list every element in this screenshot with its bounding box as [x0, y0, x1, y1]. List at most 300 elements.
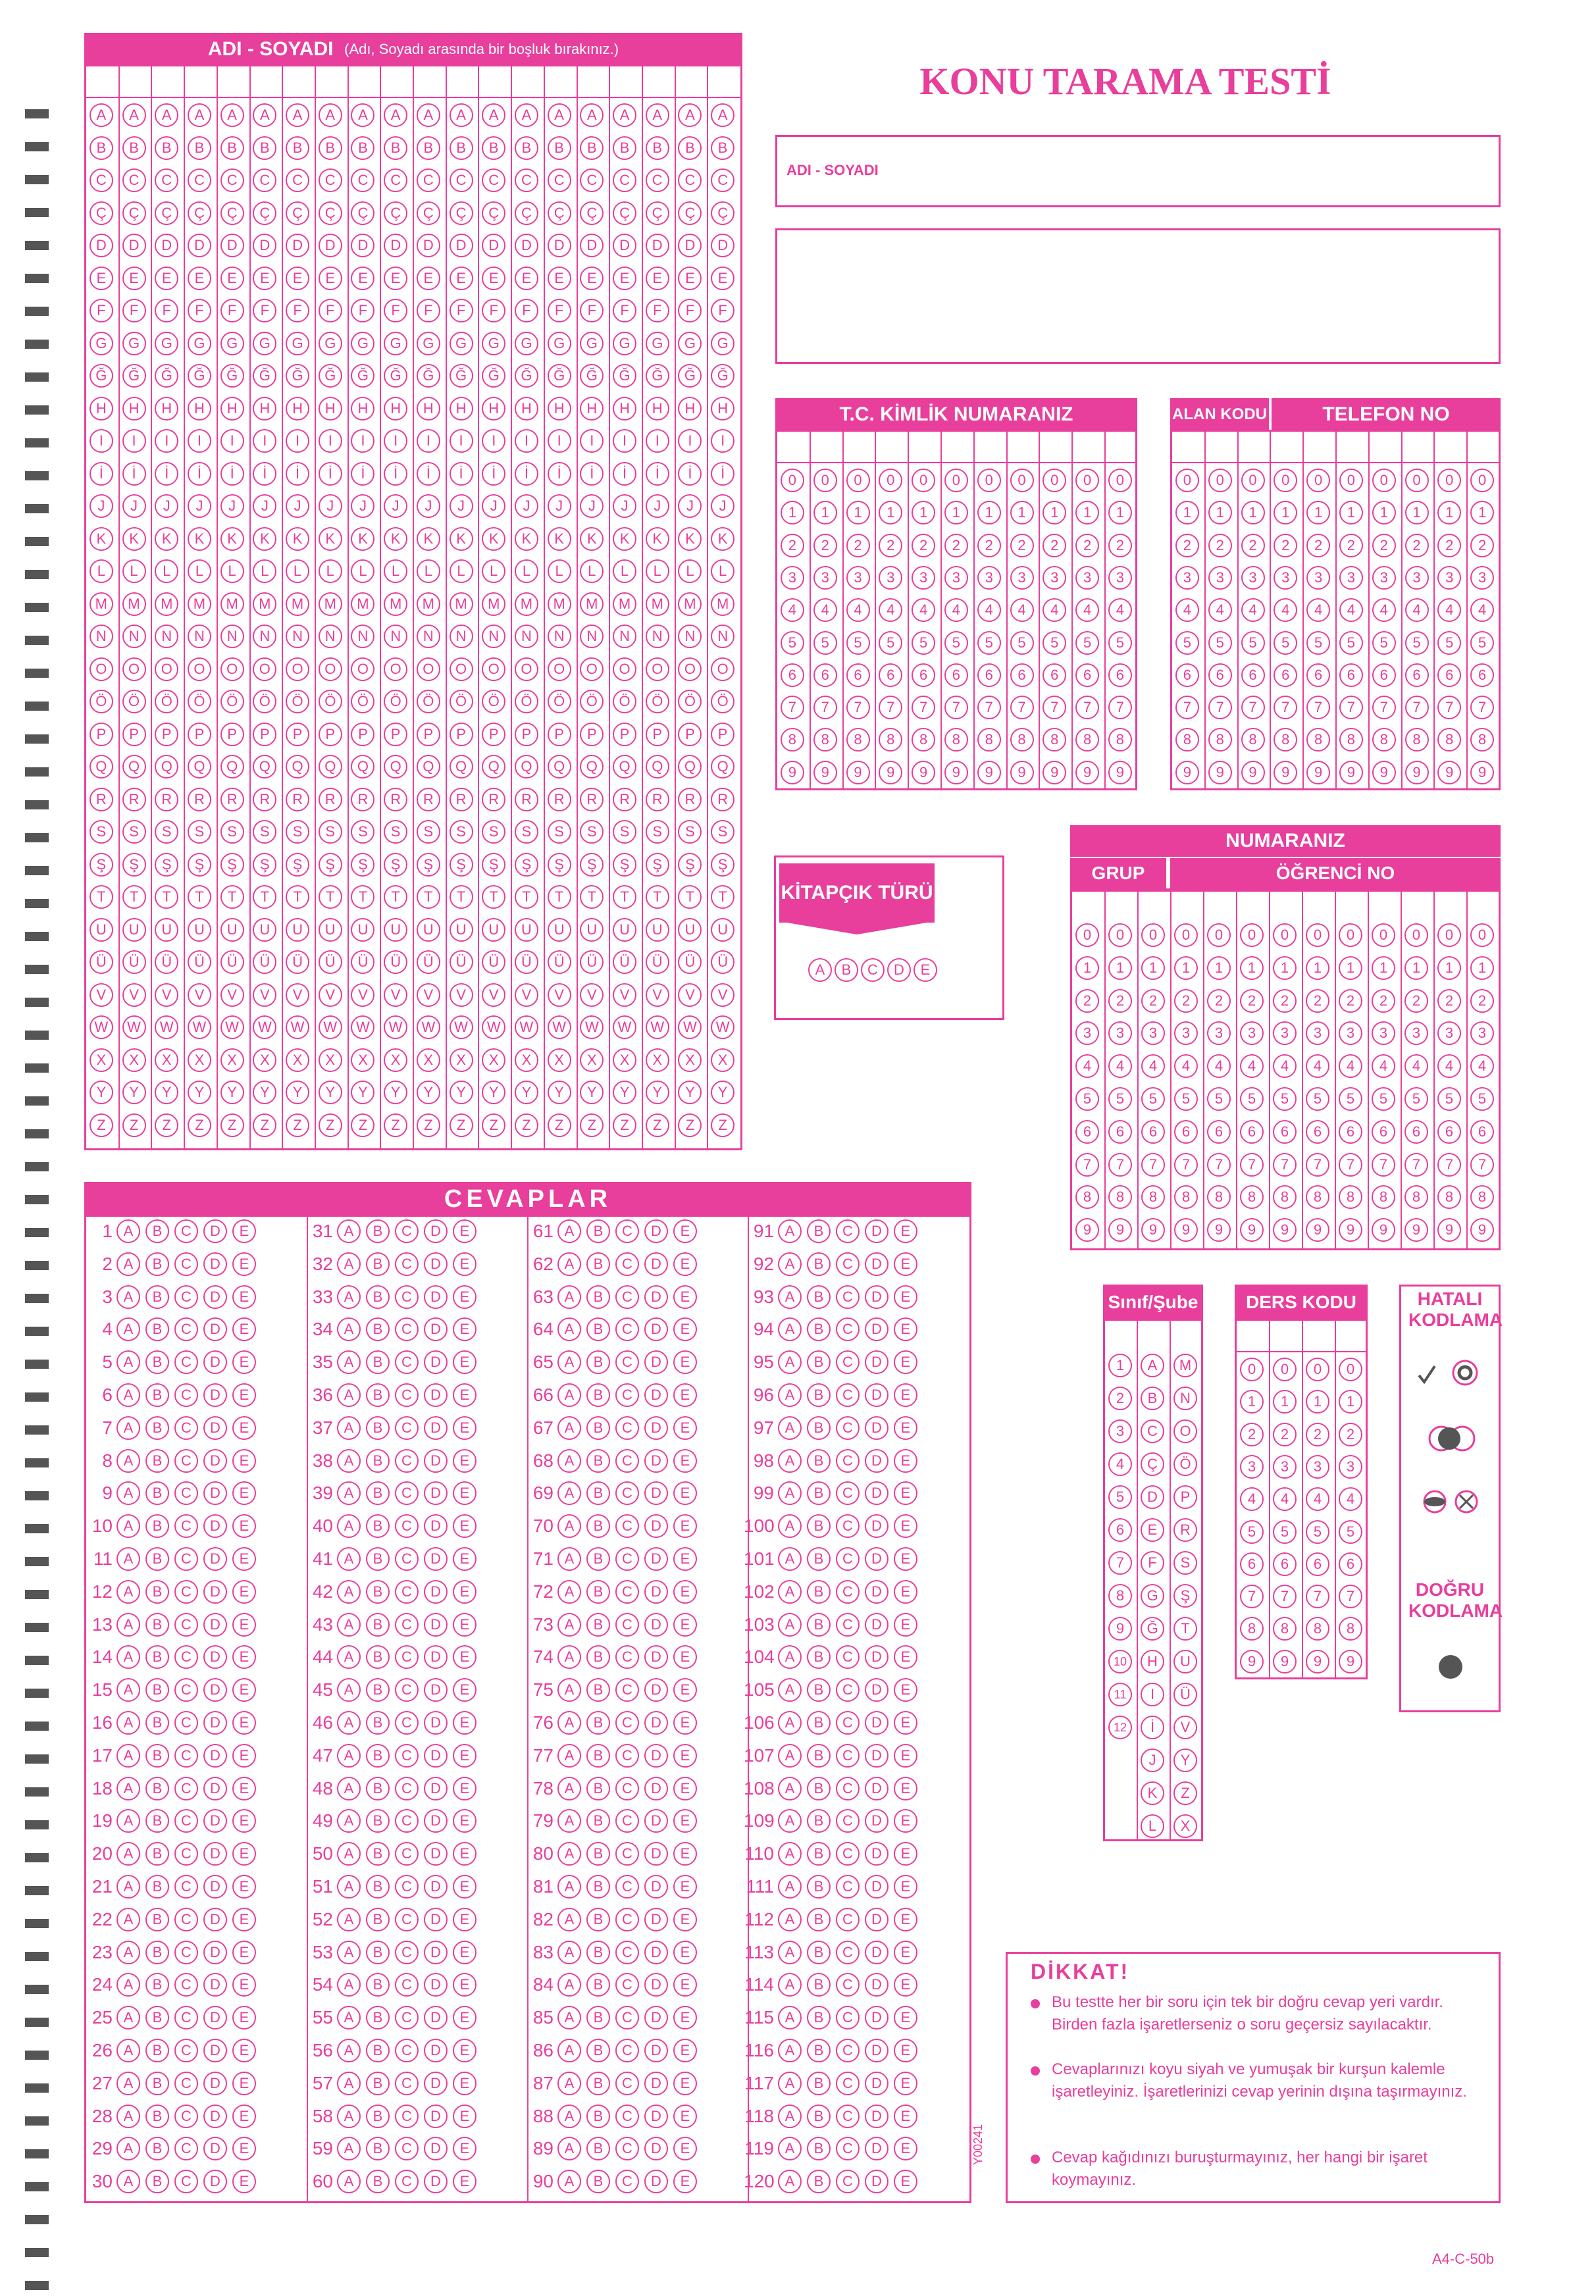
tc-digit-bubble[interactable]: 8	[1108, 728, 1132, 752]
answer-bubble[interactable]: C	[836, 1514, 860, 1538]
answer-bubble[interactable]: E	[453, 2170, 476, 2193]
name-letter-bubble[interactable]: İ	[613, 462, 636, 486]
name-letter-bubble[interactable]: D	[646, 234, 669, 257]
name-letter-bubble[interactable]: Z	[253, 1113, 276, 1137]
name-letter-bubble[interactable]: Q	[319, 755, 342, 778]
name-letter-bubble[interactable]: Y	[711, 1081, 734, 1104]
name-letter-bubble[interactable]: H	[155, 397, 178, 421]
name-letter-bubble[interactable]: Y	[188, 1081, 211, 1104]
answer-bubble[interactable]: B	[366, 1481, 390, 1505]
answer-bubble[interactable]: B	[366, 1777, 390, 1800]
answer-bubble[interactable]: B	[366, 1416, 390, 1440]
name-letter-bubble[interactable]: Ü	[613, 950, 636, 974]
phone-digit-bubble[interactable]: 3	[1175, 566, 1199, 590]
name-letter-bubble[interactable]: Ö	[548, 690, 571, 713]
name-letter-bubble[interactable]: Ü	[384, 950, 407, 974]
name-letter-bubble[interactable]: O	[90, 657, 113, 681]
answer-bubble[interactable]: A	[778, 1744, 802, 1768]
name-letter-bubble[interactable]: S	[450, 820, 473, 844]
answer-bubble[interactable]: B	[807, 1777, 831, 1800]
tc-digit-bubble[interactable]: 2	[1075, 534, 1099, 557]
answer-bubble[interactable]: A	[778, 1613, 802, 1637]
phone-digit-bubble[interactable]: 0	[1306, 469, 1330, 492]
name-letter-bubble[interactable]: Q	[482, 755, 505, 778]
number-digit-bubble[interactable]: 1	[1207, 956, 1231, 980]
answer-bubble[interactable]: D	[865, 1481, 888, 1505]
name-letter-bubble[interactable]: I	[450, 429, 473, 453]
name-letter-bubble[interactable]: X	[515, 1048, 538, 1072]
answer-bubble[interactable]: E	[673, 1252, 697, 1276]
tc-digit-bubble[interactable]: 0	[944, 469, 968, 492]
name-letter-bubble[interactable]: Y	[384, 1081, 407, 1104]
phone-digit-bubble[interactable]: 7	[1405, 696, 1429, 719]
answer-bubble[interactable]: C	[174, 1416, 198, 1440]
name-letter-bubble[interactable]: S	[188, 820, 211, 844]
name-letter-bubble[interactable]: F	[384, 299, 407, 322]
answer-bubble[interactable]: A	[557, 1908, 581, 1931]
name-letter-bubble[interactable]: M	[122, 592, 146, 616]
answer-bubble[interactable]: B	[145, 1908, 169, 1931]
name-letter-bubble[interactable]: K	[384, 527, 407, 551]
tc-digit-bubble[interactable]: 4	[1075, 598, 1099, 622]
sube-letter-bubble[interactable]: K	[1141, 1781, 1164, 1805]
phone-digit-bubble[interactable]: 1	[1339, 501, 1363, 524]
answer-bubble[interactable]: B	[145, 1613, 169, 1637]
name-letter-bubble[interactable]: X	[580, 1048, 604, 1072]
name-letter-bubble[interactable]: B	[417, 136, 440, 160]
name-letter-bubble[interactable]: H	[450, 397, 473, 421]
name-letter-bubble[interactable]: J	[253, 494, 276, 518]
answer-bubble[interactable]: B	[807, 2039, 831, 2062]
answer-bubble[interactable]: E	[453, 1514, 476, 1538]
answer-bubble[interactable]: E	[894, 2039, 917, 2062]
answer-bubble[interactable]: B	[145, 1580, 169, 1604]
name-letter-bubble[interactable]: G	[253, 332, 276, 355]
answer-bubble[interactable]: A	[557, 2170, 581, 2193]
name-letter-bubble[interactable]: Ç	[90, 201, 113, 225]
name-letter-bubble[interactable]: P	[253, 723, 276, 746]
answer-bubble[interactable]: D	[424, 2039, 448, 2062]
answer-bubble[interactable]: E	[894, 2072, 917, 2095]
name-letter-bubble[interactable]: H	[417, 397, 440, 421]
name-letter-bubble[interactable]: A	[155, 103, 178, 127]
answer-bubble[interactable]: D	[644, 1580, 668, 1604]
tc-digit-bubble[interactable]: 8	[944, 728, 968, 752]
answer-bubble[interactable]: C	[615, 1350, 639, 1374]
answer-bubble[interactable]: C	[836, 1317, 860, 1341]
name-letter-bubble[interactable]: Z	[155, 1113, 178, 1137]
name-letter-bubble[interactable]: Ş	[122, 853, 146, 877]
answer-bubble[interactable]: A	[337, 2137, 361, 2160]
answer-bubble[interactable]: A	[116, 2137, 140, 2160]
phone-digit-bubble[interactable]: 4	[1372, 598, 1396, 622]
name-letter-bubble[interactable]: X	[319, 1048, 342, 1072]
name-letter-bubble[interactable]: L	[384, 559, 407, 583]
answer-bubble[interactable]: D	[203, 1809, 227, 1833]
name-letter-bubble[interactable]: I	[613, 429, 636, 453]
tc-digit-bubble[interactable]: 9	[944, 761, 968, 784]
name-letter-bubble[interactable]: D	[548, 234, 571, 257]
number-digit-bubble[interactable]: 6	[1372, 1120, 1395, 1144]
answer-bubble[interactable]: B	[586, 2039, 610, 2062]
answer-bubble[interactable]: B	[586, 1875, 610, 1899]
name-letter-bubble[interactable]: U	[90, 918, 113, 942]
answer-bubble[interactable]: E	[453, 1580, 476, 1604]
tc-digit-bubble[interactable]: 3	[781, 566, 804, 590]
name-letter-bubble[interactable]: O	[253, 657, 276, 681]
answer-bubble[interactable]: B	[807, 1449, 831, 1473]
answer-bubble[interactable]: E	[894, 1580, 917, 1604]
tc-digit-bubble[interactable]: 0	[1075, 469, 1099, 492]
answer-bubble[interactable]: C	[615, 1842, 639, 1866]
phone-digit-bubble[interactable]: 3	[1241, 566, 1265, 590]
phone-digit-bubble[interactable]: 2	[1470, 534, 1494, 557]
tc-digit-bubble[interactable]: 6	[781, 663, 804, 687]
answer-bubble[interactable]: A	[337, 1547, 361, 1571]
answer-bubble[interactable]: B	[807, 1908, 831, 1931]
ders-digit-bubble[interactable]: 7	[1273, 1585, 1297, 1608]
name-letter-bubble[interactable]: J	[351, 494, 374, 518]
name-letter-bubble[interactable]: I	[646, 429, 669, 453]
sube-letter-bubble[interactable]: Ç	[1141, 1452, 1164, 1476]
name-letter-bubble[interactable]: M	[450, 592, 473, 616]
answer-bubble[interactable]: B	[145, 1941, 169, 1964]
number-digit-bubble[interactable]: 0	[1108, 923, 1132, 947]
name-letter-bubble[interactable]: Ü	[417, 950, 440, 974]
number-digit-bubble[interactable]: 1	[1470, 956, 1494, 980]
name-letter-bubble[interactable]: V	[515, 983, 538, 1007]
answer-bubble[interactable]: B	[807, 1875, 831, 1899]
name-letter-bubble[interactable]: E	[580, 267, 604, 290]
name-letter-bubble[interactable]: S	[515, 820, 538, 844]
name-letter-bubble[interactable]: X	[678, 1048, 702, 1072]
name-letter-bubble[interactable]: U	[155, 918, 178, 942]
answer-bubble[interactable]: B	[145, 2170, 169, 2193]
answer-bubble[interactable]: D	[865, 1219, 888, 1243]
name-letter-bubble[interactable]: X	[90, 1048, 113, 1072]
name-letter-bubble[interactable]: Ğ	[188, 364, 211, 388]
name-letter-bubble[interactable]: Y	[678, 1081, 702, 1104]
number-digit-bubble[interactable]: 1	[1273, 956, 1297, 980]
ders-digit-bubble[interactable]: 3	[1306, 1455, 1329, 1479]
ders-digit-bubble[interactable]: 8	[1306, 1617, 1329, 1641]
answer-bubble[interactable]: E	[894, 1809, 917, 1833]
ders-digit-bubble[interactable]: 8	[1339, 1617, 1362, 1641]
name-letter-bubble[interactable]: Ş	[188, 853, 211, 877]
name-letter-bubble[interactable]: Z	[515, 1113, 538, 1137]
sube-letter-bubble[interactable]: R	[1173, 1518, 1197, 1542]
tc-digit-bubble[interactable]: 7	[1075, 696, 1099, 719]
phone-digit-bubble[interactable]: 7	[1339, 696, 1363, 719]
phone-digit-bubble[interactable]: 6	[1241, 663, 1265, 687]
ders-digit-bubble[interactable]: 9	[1240, 1650, 1264, 1673]
answer-bubble[interactable]: D	[424, 2137, 448, 2160]
answer-bubble[interactable]: D	[644, 2006, 668, 2029]
name-letter-bubble[interactable]: N	[122, 625, 146, 648]
name-letter-bubble[interactable]: D	[319, 234, 342, 257]
answer-bubble[interactable]: B	[366, 2170, 390, 2193]
answer-bubble[interactable]: C	[615, 1973, 639, 1997]
ders-digit-bubble[interactable]: 1	[1273, 1390, 1297, 1414]
tc-digit-bubble[interactable]: 5	[977, 631, 1001, 655]
name-letter-bubble[interactable]: V	[155, 983, 178, 1007]
name-letter-bubble[interactable]: Q	[253, 755, 276, 778]
name-letter-bubble[interactable]: A	[319, 103, 342, 127]
tc-digit-bubble[interactable]: 0	[846, 469, 870, 492]
answer-bubble[interactable]: C	[615, 1645, 639, 1669]
answer-bubble[interactable]: D	[203, 2039, 227, 2062]
answer-bubble[interactable]: A	[778, 2170, 802, 2193]
number-digit-bubble[interactable]: 0	[1207, 923, 1231, 947]
name-letter-bubble[interactable]: H	[253, 397, 276, 421]
name-letter-bubble[interactable]: Y	[253, 1081, 276, 1104]
answer-bubble[interactable]: E	[232, 1645, 256, 1669]
name-letter-bubble[interactable]: X	[286, 1048, 309, 1072]
name-letter-bubble[interactable]: Ş	[253, 853, 276, 877]
number-digit-bubble[interactable]: 1	[1075, 956, 1099, 980]
ders-digit-bubble[interactable]: 0	[1240, 1358, 1264, 1381]
name-letter-bubble[interactable]: Z	[319, 1113, 342, 1137]
tc-digit-bubble[interactable]: 0	[1108, 469, 1132, 492]
ders-digit-bubble[interactable]: 1	[1240, 1390, 1264, 1414]
answer-bubble[interactable]: D	[644, 1777, 668, 1800]
name-letter-bubble[interactable]: R	[646, 788, 669, 811]
tc-digit-bubble[interactable]: 8	[977, 728, 1001, 752]
answer-bubble[interactable]: A	[778, 1875, 802, 1899]
number-digit-bubble[interactable]: 2	[1339, 989, 1362, 1013]
name-letter-bubble[interactable]: L	[711, 559, 734, 583]
answer-bubble[interactable]: A	[337, 1744, 361, 1768]
phone-digit-bubble[interactable]: 8	[1241, 728, 1265, 752]
name-letter-bubble[interactable]: K	[188, 527, 211, 551]
answer-bubble[interactable]: A	[116, 1875, 140, 1899]
tc-digit-bubble[interactable]: 9	[1075, 761, 1099, 784]
number-digit-bubble[interactable]: 7	[1437, 1153, 1461, 1177]
answer-bubble[interactable]: E	[894, 1252, 917, 1276]
answer-bubble[interactable]: D	[203, 1219, 227, 1243]
name-letter-bubble[interactable]: Ü	[711, 950, 734, 974]
tc-digit-bubble[interactable]: 9	[879, 761, 902, 784]
answer-bubble[interactable]: D	[424, 1678, 448, 1702]
answer-bubble[interactable]: E	[673, 1777, 697, 1800]
answer-bubble[interactable]: A	[557, 1252, 581, 1276]
name-letter-bubble[interactable]: Z	[220, 1113, 244, 1137]
name-letter-bubble[interactable]: P	[548, 723, 571, 746]
answer-bubble[interactable]: E	[894, 1711, 917, 1735]
answer-bubble[interactable]: E	[673, 1842, 697, 1866]
name-letter-bubble[interactable]: L	[613, 559, 636, 583]
number-digit-bubble[interactable]: 6	[1240, 1120, 1264, 1144]
answer-bubble[interactable]: B	[145, 1285, 169, 1309]
number-digit-bubble[interactable]: 9	[1339, 1218, 1362, 1242]
tc-digit-bubble[interactable]: 9	[813, 761, 837, 784]
name-letter-bubble[interactable]: Z	[351, 1113, 374, 1137]
answer-bubble[interactable]: E	[453, 1711, 476, 1735]
name-letter-bubble[interactable]: R	[351, 788, 374, 811]
name-letter-bubble[interactable]: K	[351, 527, 374, 551]
answer-bubble[interactable]: D	[865, 1908, 888, 1931]
number-digit-bubble[interactable]: 2	[1207, 989, 1231, 1013]
answer-bubble[interactable]: E	[673, 1547, 697, 1571]
answer-bubble[interactable]: E	[673, 1711, 697, 1735]
name-letter-bubble[interactable]: Ğ	[384, 364, 407, 388]
answer-bubble[interactable]: B	[145, 1645, 169, 1669]
tc-digit-bubble[interactable]: 2	[1010, 534, 1034, 557]
name-letter-bubble[interactable]: İ	[548, 462, 571, 486]
answer-bubble[interactable]: E	[673, 1908, 697, 1931]
name-letter-bubble[interactable]: R	[122, 788, 146, 811]
name-letter-bubble[interactable]: F	[450, 299, 473, 322]
name-letter-bubble[interactable]: P	[613, 723, 636, 746]
name-letter-bubble[interactable]: Y	[580, 1081, 604, 1104]
answer-bubble[interactable]: E	[894, 1645, 917, 1669]
phone-digit-bubble[interactable]: 7	[1241, 696, 1265, 719]
name-letter-bubble[interactable]: F	[417, 299, 440, 322]
answer-bubble[interactable]: C	[174, 1613, 198, 1637]
answer-bubble[interactable]: A	[557, 1613, 581, 1637]
answer-bubble[interactable]: D	[424, 2105, 448, 2128]
name-letter-bubble[interactable]: S	[548, 820, 571, 844]
phone-digit-bubble[interactable]: 2	[1208, 534, 1232, 557]
tc-digit-bubble[interactable]: 9	[1108, 761, 1132, 784]
name-letter-bubble[interactable]: B	[351, 136, 374, 160]
answer-bubble[interactable]: B	[145, 1809, 169, 1833]
name-letter-bubble[interactable]: G	[319, 332, 342, 355]
name-letter-bubble[interactable]: C	[122, 168, 146, 192]
number-digit-bubble[interactable]: 4	[1273, 1054, 1297, 1078]
name-letter-bubble[interactable]: U	[253, 918, 276, 942]
answer-bubble[interactable]: E	[673, 1613, 697, 1637]
answer-bubble[interactable]: B	[586, 1514, 610, 1538]
name-letter-bubble[interactable]: Ç	[188, 201, 211, 225]
name-letter-bubble[interactable]: N	[548, 625, 571, 648]
kitapcik-option-bubble[interactable]: A	[808, 958, 832, 982]
answer-bubble[interactable]: B	[366, 1514, 390, 1538]
answer-bubble[interactable]: A	[778, 1777, 802, 1800]
number-digit-bubble[interactable]: 9	[1306, 1218, 1329, 1242]
sinif-number-bubble[interactable]: 11	[1108, 1683, 1132, 1706]
answer-bubble[interactable]: A	[778, 2039, 802, 2062]
answer-bubble[interactable]: D	[203, 1580, 227, 1604]
answer-bubble[interactable]: B	[366, 2039, 390, 2062]
name-letter-bubble[interactable]: O	[188, 657, 211, 681]
answer-bubble[interactable]: A	[337, 1809, 361, 1833]
number-digit-bubble[interactable]: 1	[1306, 956, 1329, 980]
number-digit-bubble[interactable]: 2	[1075, 989, 1099, 1013]
name-letter-bubble[interactable]: W	[548, 1015, 571, 1039]
name-letter-bubble[interactable]: E	[613, 267, 636, 290]
name-letter-bubble[interactable]: Y	[482, 1081, 505, 1104]
name-letter-bubble[interactable]: Ğ	[450, 364, 473, 388]
answer-bubble[interactable]: D	[644, 1383, 668, 1407]
sube-letter-bubble[interactable]: G	[1141, 1584, 1164, 1608]
name-letter-bubble[interactable]: P	[417, 723, 440, 746]
name-letter-bubble[interactable]: I	[351, 429, 374, 453]
sube-letter-bubble[interactable]: I	[1141, 1683, 1164, 1706]
name-letter-bubble[interactable]: L	[515, 559, 538, 583]
answer-bubble[interactable]: E	[673, 1580, 697, 1604]
answer-bubble[interactable]: C	[174, 1842, 198, 1866]
sube-letter-bubble[interactable]: H	[1141, 1650, 1164, 1673]
answer-bubble[interactable]: A	[337, 1252, 361, 1276]
answer-bubble[interactable]: A	[337, 1285, 361, 1309]
name-letter-bubble[interactable]: O	[450, 657, 473, 681]
name-letter-bubble[interactable]: X	[220, 1048, 244, 1072]
answer-bubble[interactable]: D	[865, 2170, 888, 2193]
sube-letter-bubble[interactable]: J	[1141, 1748, 1164, 1772]
answer-bubble[interactable]: D	[203, 1744, 227, 1768]
tc-digit-bubble[interactable]: 9	[1043, 761, 1066, 784]
name-letter-bubble[interactable]: L	[678, 559, 702, 583]
name-letter-bubble[interactable]: V	[417, 983, 440, 1007]
answer-bubble[interactable]: C	[174, 1547, 198, 1571]
name-letter-bubble[interactable]: K	[613, 527, 636, 551]
answer-bubble[interactable]: A	[778, 1219, 802, 1243]
name-letter-bubble[interactable]: G	[286, 332, 309, 355]
name-letter-bubble[interactable]: H	[482, 397, 505, 421]
name-letter-bubble[interactable]: J	[90, 494, 113, 518]
name-letter-bubble[interactable]: İ	[188, 462, 211, 486]
answer-bubble[interactable]: B	[807, 1514, 831, 1538]
number-digit-bubble[interactable]: 0	[1306, 923, 1329, 947]
number-digit-bubble[interactable]: 6	[1108, 1120, 1132, 1144]
answer-bubble[interactable]: D	[424, 2072, 448, 2095]
answer-bubble[interactable]: A	[557, 1547, 581, 1571]
name-letter-bubble[interactable]: Ç	[515, 201, 538, 225]
number-digit-bubble[interactable]: 0	[1404, 923, 1428, 947]
answer-bubble[interactable]: C	[615, 1383, 639, 1407]
name-letter-bubble[interactable]: W	[450, 1015, 473, 1039]
number-digit-bubble[interactable]: 2	[1470, 989, 1494, 1013]
answer-bubble[interactable]: C	[395, 1449, 419, 1473]
name-letter-bubble[interactable]: Ö	[384, 690, 407, 713]
answer-bubble[interactable]: C	[395, 1416, 419, 1440]
name-letter-bubble[interactable]: Ü	[646, 950, 669, 974]
name-letter-bubble[interactable]: T	[384, 885, 407, 909]
answer-bubble[interactable]: C	[174, 1711, 198, 1735]
name-letter-bubble[interactable]: Ğ	[155, 364, 178, 388]
tc-digit-bubble[interactable]: 1	[879, 501, 902, 524]
number-digit-bubble[interactable]: 4	[1075, 1054, 1099, 1078]
name-letter-bubble[interactable]: R	[515, 788, 538, 811]
answer-bubble[interactable]: C	[174, 1645, 198, 1669]
answer-bubble[interactable]: D	[865, 1941, 888, 1964]
number-digit-bubble[interactable]: 7	[1273, 1153, 1297, 1177]
phone-digit-bubble[interactable]: 5	[1306, 631, 1330, 655]
answer-bubble[interactable]: A	[116, 1416, 140, 1440]
name-letter-bubble[interactable]: Y	[90, 1081, 113, 1104]
name-letter-bubble[interactable]: B	[90, 136, 113, 160]
number-digit-bubble[interactable]: 0	[1339, 923, 1362, 947]
answer-bubble[interactable]: C	[615, 1252, 639, 1276]
ders-digit-bubble[interactable]: 0	[1339, 1358, 1362, 1381]
answer-bubble[interactable]: B	[366, 1383, 390, 1407]
answer-bubble[interactable]: D	[644, 2105, 668, 2128]
tc-digit-bubble[interactable]: 8	[846, 728, 870, 752]
name-letter-bubble[interactable]: N	[613, 625, 636, 648]
answer-bubble[interactable]: A	[557, 1678, 581, 1702]
answer-bubble[interactable]: D	[644, 1842, 668, 1866]
answer-bubble[interactable]: C	[836, 1973, 860, 1997]
answer-bubble[interactable]: C	[395, 1645, 419, 1669]
phone-digit-bubble[interactable]: 4	[1274, 598, 1297, 622]
answer-bubble[interactable]: B	[366, 2105, 390, 2128]
answer-bubble[interactable]: A	[116, 2039, 140, 2062]
name-letter-bubble[interactable]: P	[711, 723, 734, 746]
name-letter-bubble[interactable]: Ş	[384, 853, 407, 877]
name-letter-bubble[interactable]: Ü	[155, 950, 178, 974]
name-letter-bubble[interactable]: R	[417, 788, 440, 811]
